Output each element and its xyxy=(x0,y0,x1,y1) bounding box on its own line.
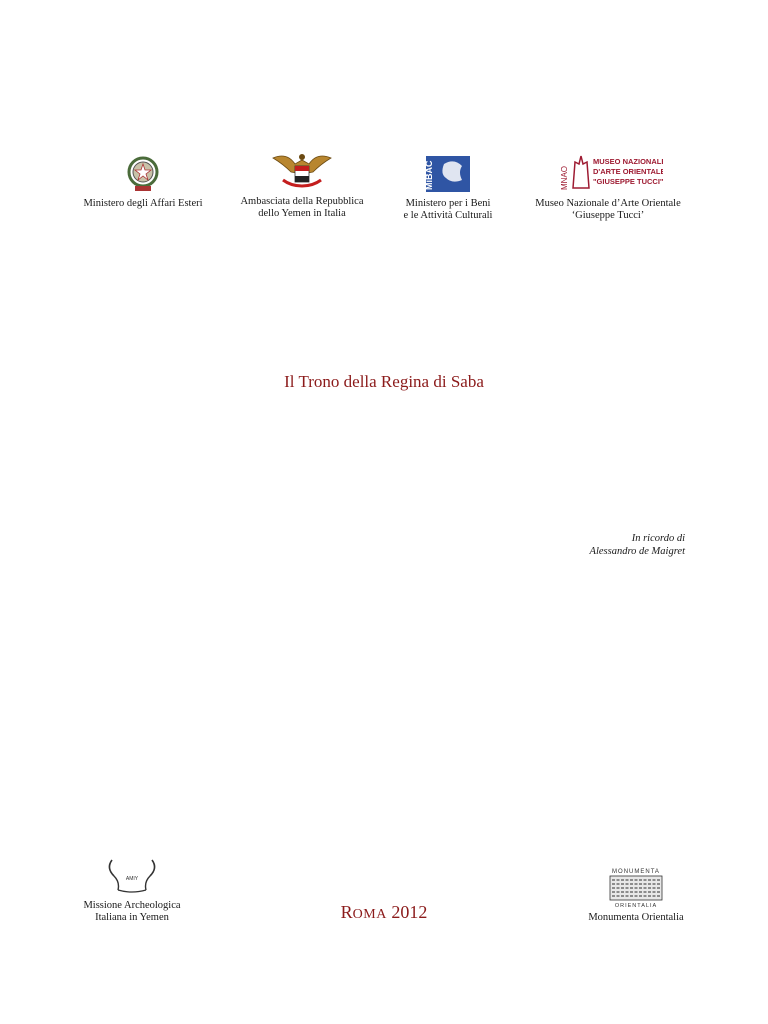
logo-block-mnao xyxy=(522,150,694,222)
caption-line: dello Yemen in Italia xyxy=(258,208,346,219)
caption-line: Ministero degli Affari Esteri xyxy=(83,198,203,209)
caption-line: Ministero per i Beni xyxy=(405,198,491,209)
ibex-logo-icon xyxy=(102,856,162,896)
logo-block-monumenta xyxy=(568,866,704,924)
caption-line: Museo Nazionale d’Arte Orientale xyxy=(535,198,681,209)
monumenta-logo-top: MONUMENTA xyxy=(612,869,660,875)
mnao-logo-line: D'ARTE ORIENTALE xyxy=(593,167,663,176)
logo-block-mibac xyxy=(380,154,516,222)
publication-year: 2012 xyxy=(391,902,428,922)
logo-block-ministero-esteri xyxy=(68,152,218,210)
place-rest: OMA xyxy=(352,907,387,922)
caption-line: Ambasciata della Repubblica xyxy=(240,196,364,207)
mnao-logo-line: "GIUSEPPE TUCCI" xyxy=(593,177,663,186)
monumenta-logo-icon xyxy=(600,866,672,908)
caption-line: e le Attività Culturali xyxy=(403,210,493,221)
mnao-logo-icon xyxy=(553,150,663,194)
emblem-italy-icon xyxy=(123,152,163,194)
caption-line: Monumenta Orientalia xyxy=(588,912,684,923)
dedication-line: Alessandro de Maigret xyxy=(589,546,685,557)
emblem-yemen-icon xyxy=(269,150,335,192)
place-initial: R xyxy=(340,902,353,922)
mibac-logo-icon xyxy=(424,154,472,194)
mnao-logo-line: MUSEO NAZIONALE xyxy=(593,157,663,166)
dedication xyxy=(590,532,685,558)
mibac-logo-text: MiBAC xyxy=(424,160,434,190)
page-title: Il Trono della Regina di Saba xyxy=(284,372,484,391)
caption-line: Italiana in Yemen xyxy=(95,912,169,923)
dedication-line: In ricordo di xyxy=(631,533,685,544)
logo-block-ambasciata-yemen xyxy=(228,150,376,220)
monumenta-logo-bottom: ORIENTALIA xyxy=(614,903,658,908)
mnao-logo-mark: MNAO xyxy=(560,166,569,190)
caption-line: Missione Archeologica xyxy=(83,900,181,911)
caption-line: ‘Giuseppe Tucci’ xyxy=(571,210,645,221)
ibex-logo-text: AMIY xyxy=(125,876,139,882)
